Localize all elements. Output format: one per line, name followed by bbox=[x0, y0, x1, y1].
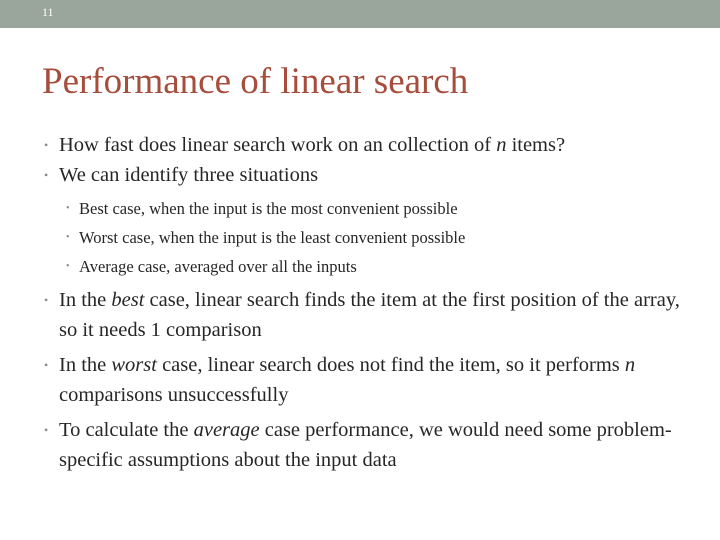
bullet-average-case bbox=[44, 415, 684, 475]
header-bar bbox=[0, 0, 720, 28]
sub-bullet-worst-case: • Worst case, when the input is the least convenient possible bbox=[44, 223, 684, 252]
bullet-text: case, linear search finds the item at the first position of the array, so it needs 1 comparison bbox=[59, 289, 680, 341]
sub-bullet-average-case: • Average case, averaged over all the inputs bbox=[44, 252, 684, 281]
bullet-emphasis: worst bbox=[111, 354, 157, 376]
bullet-speed-question bbox=[44, 130, 684, 160]
bullet-best-case bbox=[44, 285, 684, 345]
bullet-emphasis: average bbox=[193, 419, 260, 441]
bullet-three-situations bbox=[44, 160, 684, 190]
slide-number: 11 bbox=[42, 5, 54, 19]
bullet-emphasis: n bbox=[496, 134, 507, 156]
bullet-worst-case bbox=[44, 350, 684, 410]
sub-bullet-list bbox=[44, 194, 684, 281]
slide-body bbox=[44, 130, 684, 475]
slide-title: Performance of linear search bbox=[42, 61, 469, 102]
bullet-emphasis: n bbox=[624, 354, 636, 376]
bullet-text: How fast does linear search work on an collection of bbox=[59, 134, 497, 156]
bullet-text: case performance, we would need some problem-specific assumptions about the input data bbox=[59, 419, 672, 471]
bullet-text: We can identify three situations bbox=[59, 164, 319, 186]
bullet-text: case, linear search does not find the item, so it performs bbox=[156, 354, 625, 376]
bullet-text: In the bbox=[59, 289, 112, 311]
bullet-text: comparisons unsuccessfully bbox=[59, 384, 289, 406]
bullet-text: To calculate the bbox=[59, 419, 194, 441]
bullet-emphasis: best bbox=[111, 289, 145, 311]
bullet-text: items? bbox=[506, 134, 566, 156]
sub-bullet-best-case: • Best case, when the input is the most convenient possible bbox=[44, 194, 684, 223]
bullet-text: In the bbox=[59, 354, 112, 376]
